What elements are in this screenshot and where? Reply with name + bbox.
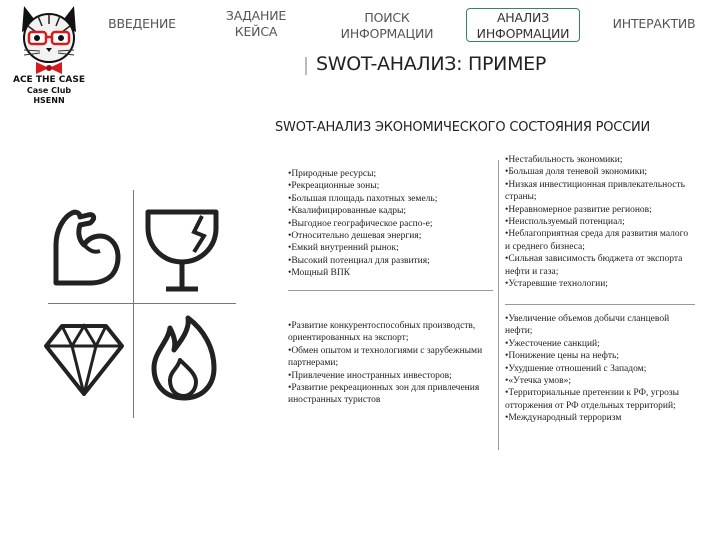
threats-list (505, 313, 695, 425)
list-item: •«Утечка умов»; (505, 376, 572, 387)
nav-task-line2: КЕЙСА (234, 24, 278, 39)
icon-grid-vertical-divider (133, 190, 134, 418)
logo[interactable] (6, 2, 92, 106)
list-item: •Квалифицированные кадры; (288, 206, 407, 217)
list-item: •Увеличение объемов добычи сланцевой нефти; (505, 314, 670, 337)
list-item: •Неиспользуемый потенциал; (505, 217, 625, 228)
cat-logo-icon (16, 2, 82, 74)
nav-analysis[interactable] (466, 8, 580, 42)
nav-interactive[interactable] (604, 16, 704, 32)
list-item: •Развитие рекреационных зон для привлечения иностранных туристов (288, 383, 480, 406)
nav-search[interactable] (334, 10, 440, 42)
nav-interactive-label: ИНТЕРАКТИВ (612, 16, 696, 31)
diamond-icon (44, 322, 124, 396)
list-item: •Ужесточение санкций; (505, 338, 600, 349)
strength-arm-icon (50, 205, 126, 287)
nav-intro-label: ВВЕДЕНИЕ (108, 16, 176, 31)
list-item: •Устаревшие технологии; (505, 279, 608, 290)
nav-analysis-line2: ИНФОРМАЦИИ (476, 26, 570, 41)
list-item: •Высокий потенциал для развития; (288, 255, 430, 266)
list-item: •Неравномерное развитие регионов; (505, 204, 652, 215)
list-item: •Рекреационные зоны; (288, 181, 380, 192)
list-item: •Относительно дешевая энергия; (288, 231, 422, 242)
section-subtitle: SWOT-АНАЛИЗ ЭКОНОМИЧЕСКОГО СОСТОЯНИЯ РОССИИ (275, 120, 651, 135)
weaknesses-list (505, 154, 695, 290)
list-item: •Неблагоприятная среда для развития малого и среднего бизнеса; (505, 229, 689, 252)
list-item: •Большая площадь пахотных земель; (288, 193, 438, 204)
list-item: •Большая доля теневой экономики; (505, 167, 648, 178)
list-item: •Низкая инвестиционная привлекательность страны; (505, 179, 685, 203)
title-divider (305, 57, 307, 75)
list-item: •Территориальные претензии к РФ, угрозы отторжения от РФ отдельных территорий; (505, 388, 680, 411)
list-item: •Привлечение иностранных инвесторов; (288, 370, 452, 381)
nav-analysis-line1: АНАЛИЗ (496, 10, 550, 25)
list-item: •Сильная зависимость бюджета от экспорта нефти и газа; (505, 254, 683, 277)
opportunities-list (288, 320, 488, 407)
list-item: •Обмен опытом и технологиями с зарубежными партнерами; (288, 345, 483, 369)
swot-horizontal-divider (505, 304, 695, 305)
nav-intro[interactable] (104, 16, 180, 32)
list-item: •Выгодное географическое распо-е; (288, 218, 433, 229)
nav-task-line1: ЗАДАНИЕ (225, 8, 287, 23)
list-item: •Понижение цены на нефть; (505, 351, 620, 362)
logo-title: ACE THE CASE (12, 75, 85, 85)
logo-subtitle: Case Club (26, 86, 72, 95)
fragile-glass-icon (142, 208, 222, 294)
list-item: •Мощный ВПК (288, 268, 351, 279)
strengths-list (288, 168, 493, 291)
list-item: •Природные ресурсы; (288, 169, 377, 179)
logo-org: HSENN (33, 96, 65, 105)
list-item: •Нестабильность экономики; (505, 155, 623, 165)
nav-search-line1: ПОИСК (364, 10, 410, 25)
swot-vertical-divider (498, 160, 499, 450)
nav-search-line2: ИНФОРМАЦИИ (340, 26, 434, 41)
list-item: •Развитие конкурентоспособных производств, ориентированных на экспорт; (288, 321, 476, 344)
list-item: •Международный терроризм (505, 413, 622, 424)
fire-icon (150, 314, 218, 402)
nav-task[interactable] (218, 8, 294, 40)
list-item: •Емкий внутренний рынок; (288, 243, 399, 254)
list-item: •Ухудшение отношений с Западом; (505, 363, 647, 374)
page-title: SWOT-АНАЛИЗ: ПРИМЕР (316, 53, 547, 75)
icon-grid-horizontal-divider (48, 303, 236, 304)
